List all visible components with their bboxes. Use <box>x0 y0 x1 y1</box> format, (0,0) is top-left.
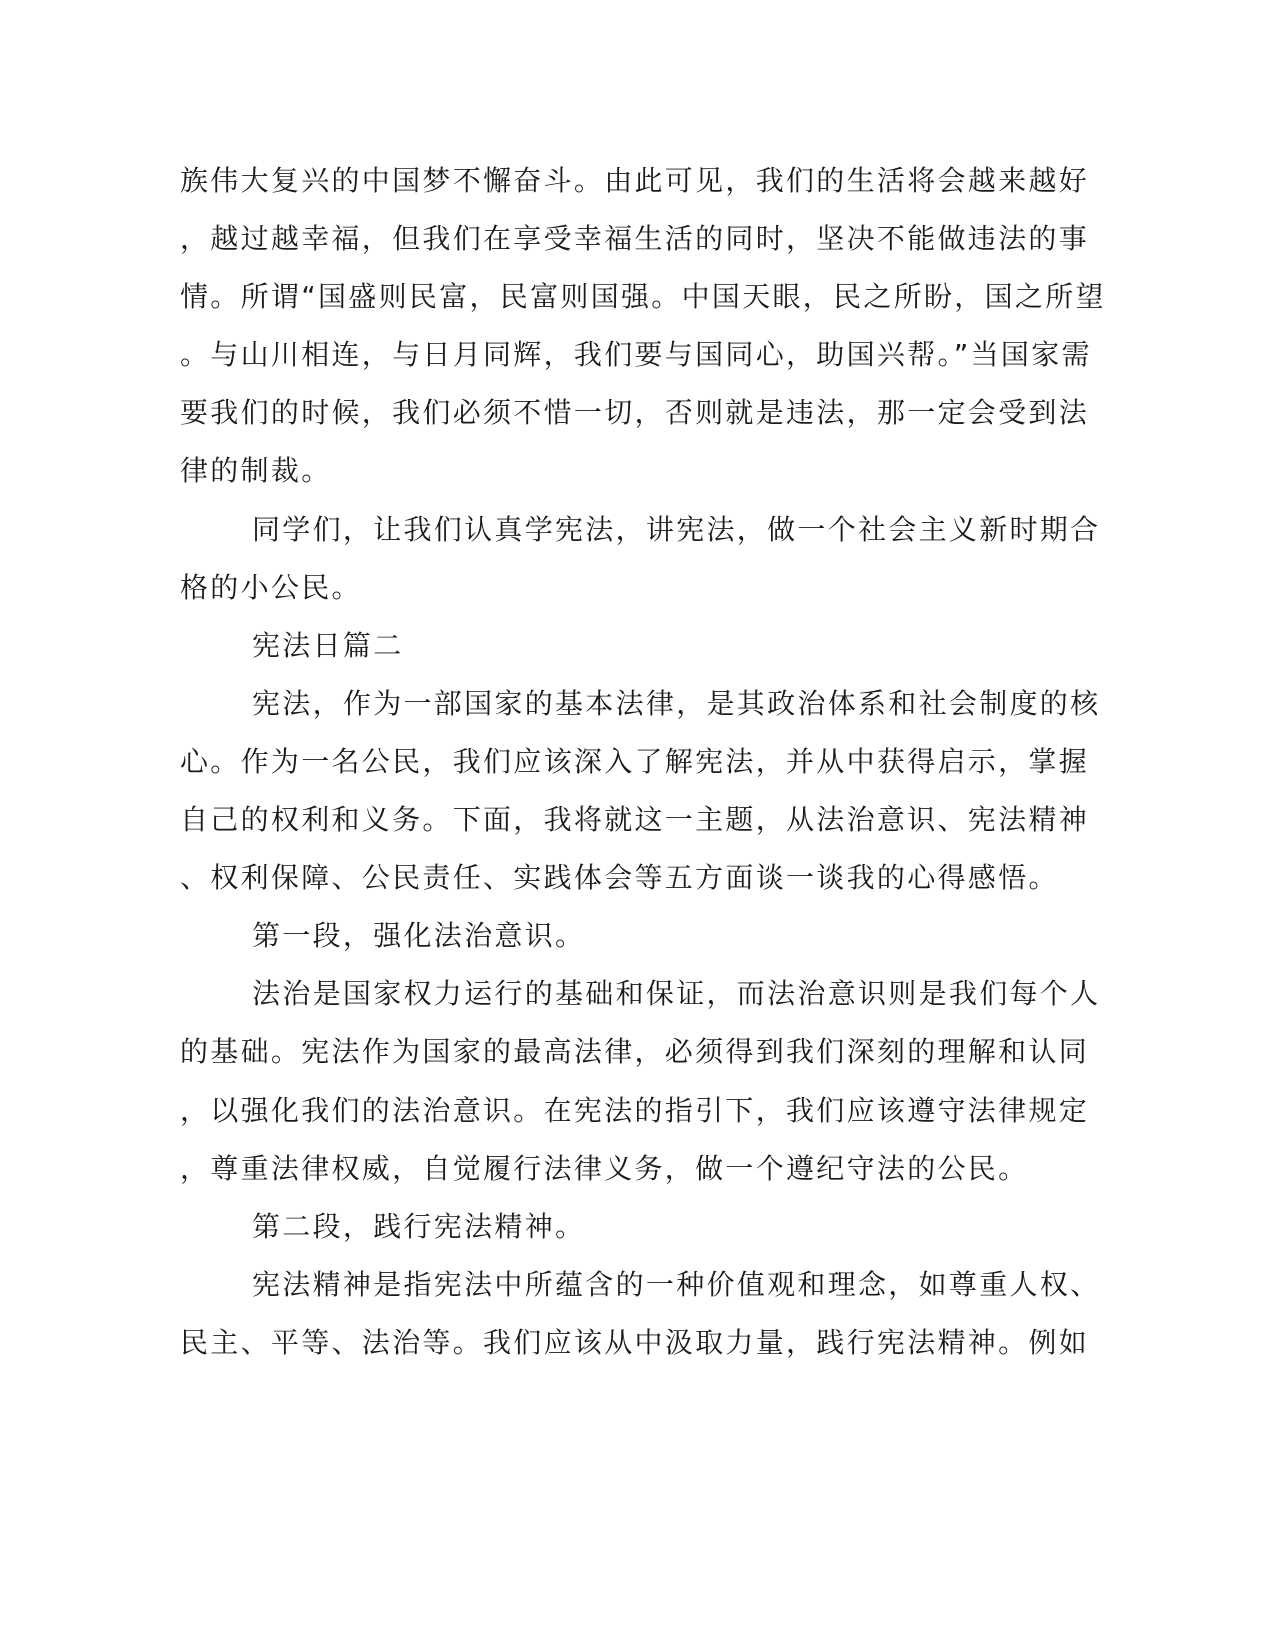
text-line: ，以强化我们的法治意识。在宪法的指引下，我们应该遵守法律规定 <box>180 1093 1090 1127</box>
text-line: 的基础。宪法作为国家的最高法律，必须得到我们深刻的理解和认同 <box>180 1035 1090 1069</box>
text-line: 情。所谓“国盛则民富，民富则国强。中国天眼，民之所盼，国之所望 <box>180 280 1106 314</box>
paragraph-first-line: 宪法精神是指宪法中所蕴含的一种价值观和理念，如尊重人权、 <box>252 1267 1101 1301</box>
text-line: 要我们的时候，我们必须不惜一切，否则就是违法，那一定会受到法 <box>180 396 1090 430</box>
text-line: 格的小公民。 <box>180 570 362 604</box>
paragraph-first-line: 宪法，作为一部国家的基本法律，是其政治体系和社会制度的核 <box>252 686 1101 720</box>
paragraph-first-line: 法治是国家权力运行的基础和保证，而法治意识则是我们每个人 <box>252 977 1101 1011</box>
text-line: 族伟大复兴的中国梦不懈奋斗。由此可见，我们的生活将会越来越好 <box>180 164 1090 197</box>
text-line: 、权利保障、公民责任、实践体会等五方面谈一谈我的心得感悟。 <box>180 861 1059 895</box>
text-line: 。与山川相连，与日月同辉，我们要与国同心，助国兴帮。”当国家需 <box>180 338 1092 372</box>
text-line: 自己的权利和义务。下面，我将就这一主题，从法治意识、宪法精神 <box>180 803 1090 837</box>
text-line: ，越过越幸福，但我们在享受幸福生活的同时，坚决不能做违法的事 <box>180 222 1090 256</box>
paragraph-first-line: 同学们，让我们认真学宪法，讲宪法，做一个社会主义新时期合 <box>252 512 1101 546</box>
text-line: 律的制裁。 <box>180 454 332 488</box>
text-line: ，尊重法律权威，自觉履行法律义务，做一个遵纪守法的公民。 <box>180 1151 1029 1185</box>
subsection-heading: 第二段，践行宪法精神。 <box>252 1209 586 1243</box>
text-line: 心。作为一名公民，我们应该深入了解宪法，并从中获得启示，掌握 <box>180 744 1090 778</box>
body-text <box>180 152 1106 1372</box>
text-line: 民主、平等、法治等。我们应该从中汲取力量，践行宪法精神。例如 <box>180 1325 1090 1359</box>
subsection-heading: 第一段，强化法治意识。 <box>252 919 586 953</box>
section-heading: 宪法日篇二 <box>252 628 404 662</box>
